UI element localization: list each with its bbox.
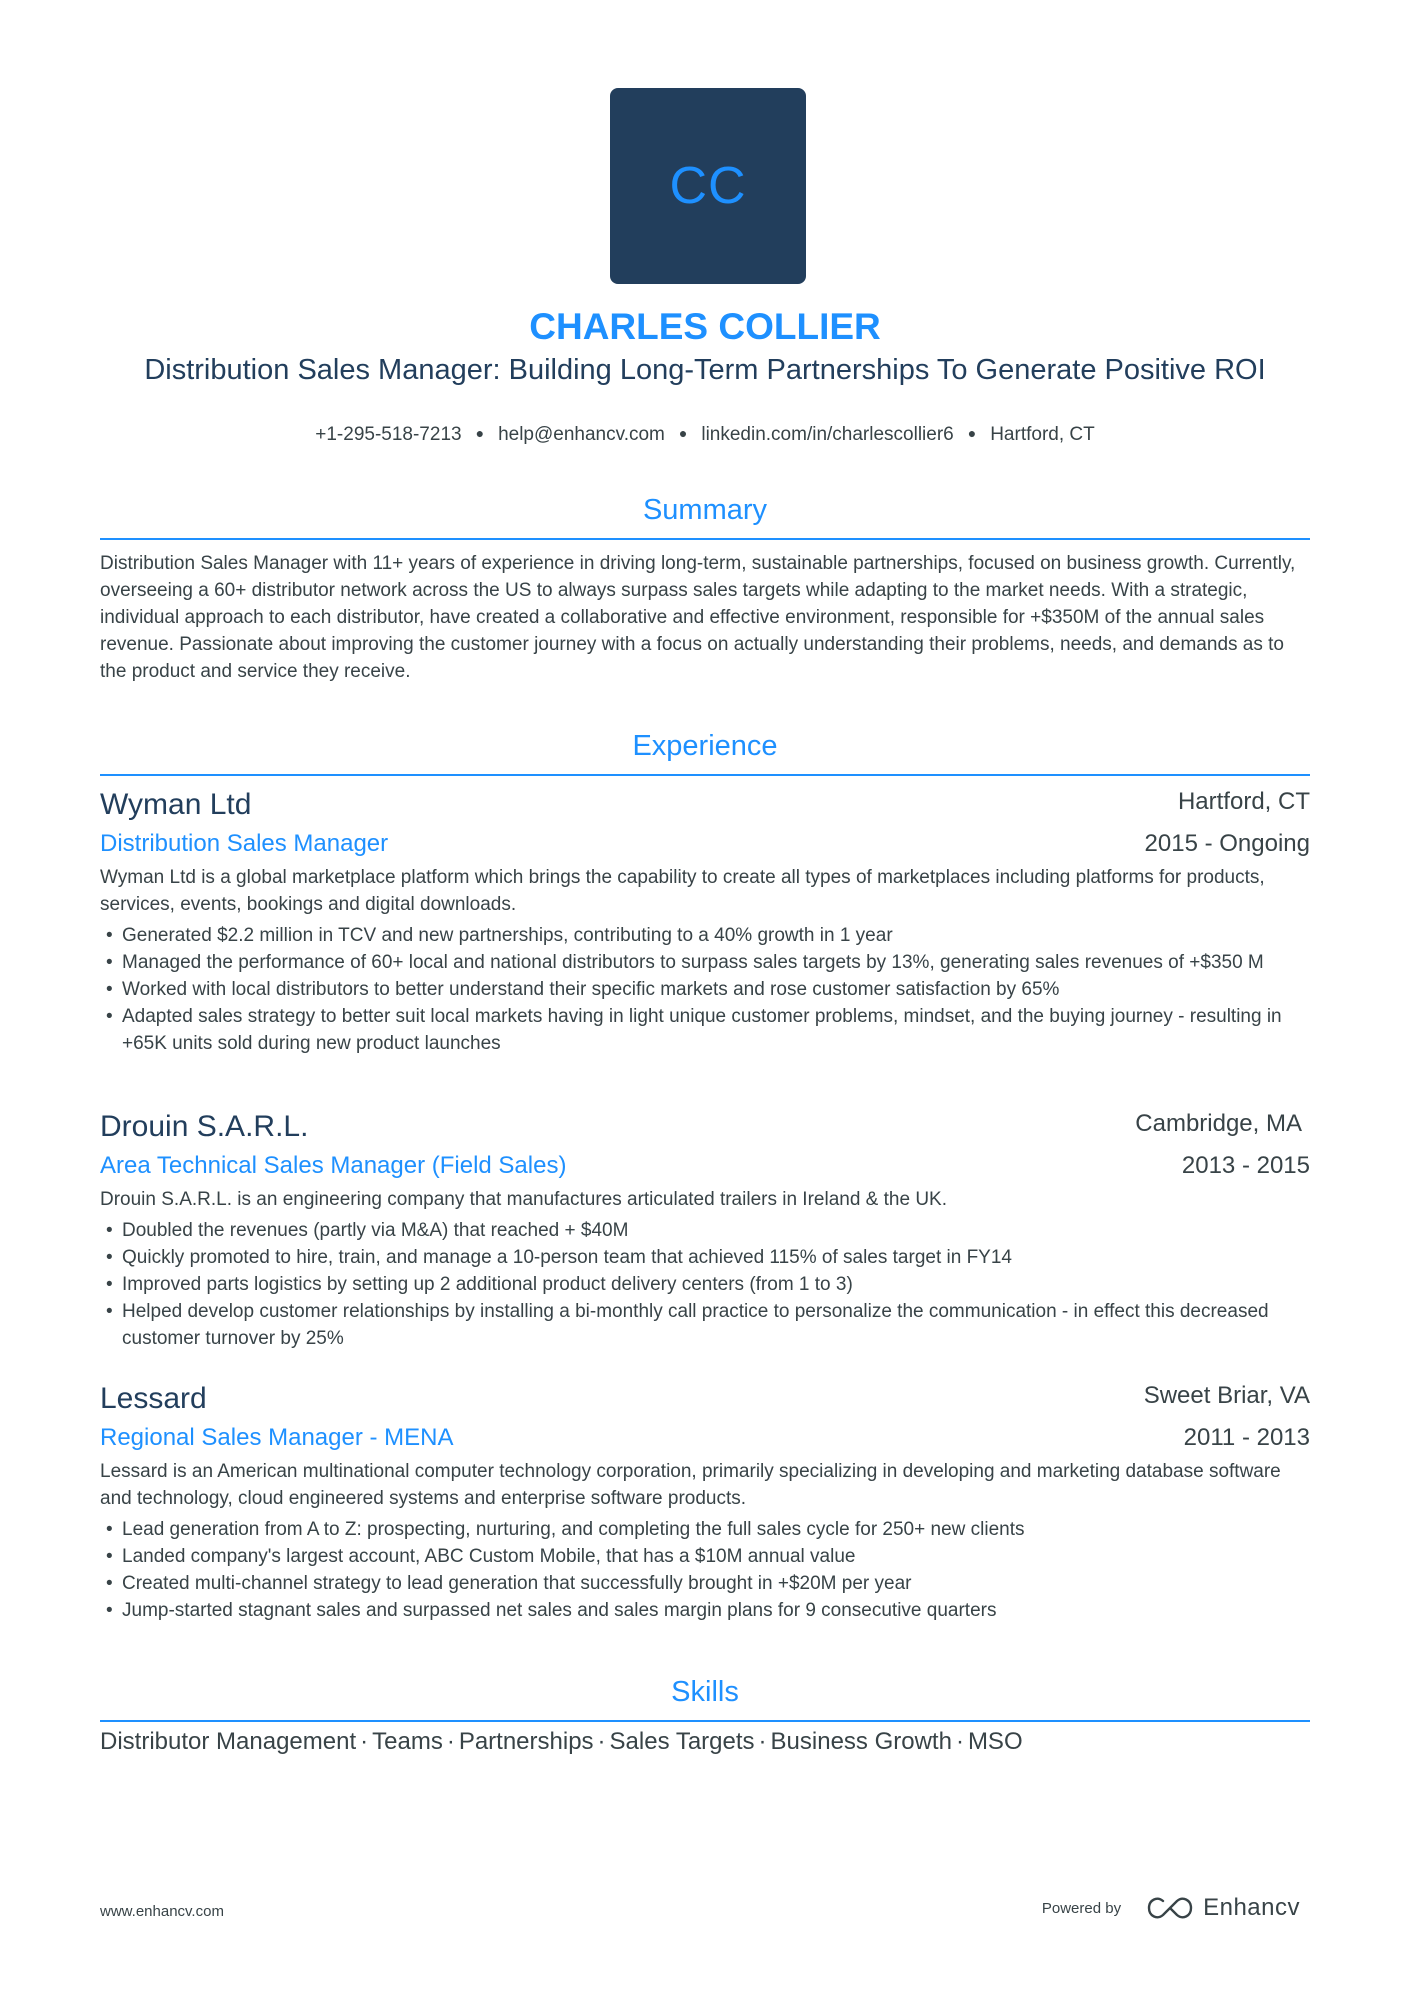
avatar [610, 88, 806, 284]
summary-text: Distribution Sales Manager with 11+ years of experience in driving long-term, sustainable partnerships, focused on business growth. Currently, overseeing a 60+ distributor network across the US to always surpass sales targets while adapting to the market needs. With a strategic, individual approach to each distributor, have created a collaborative and effective environment, responsible for +$350M of the annual sales revenue. Passionate about improving the customer journey with a focus on actually understanding their problems, needs, and demands as to the product and service they receive. [100, 553, 1296, 682]
experience-divider [100, 774, 1310, 776]
achievement-list [100, 1217, 1310, 1352]
list-item: • Generated $2.2 million in TCV and new partnerships, contributing to a 40% growth in 1 year [100, 922, 1310, 949]
skill-item: Partnerships [458, 1728, 594, 1755]
list-item: • Adapted sales strategy to better suit local markets having in light unique customer problems, mindset, and the buying journey - resulting in +65K units sold during new product launches [100, 1003, 1310, 1057]
bullet-icon: • [106, 1247, 113, 1268]
company-description: Drouin S.A.R.L. is an engineering company that manufactures articulated trailers in Ireland & the UK. [100, 1189, 947, 1210]
list-item: • Improved parts logistics by setting up 2 additional product delivery centers (from 1 to 3) [100, 1271, 1310, 1298]
avatar-initials: CC [669, 157, 747, 215]
email-link[interactable]: help@enhancv.com [498, 424, 665, 445]
list-item: • Doubled the revenues (partly via M&A) that reached + $40M [100, 1217, 1310, 1244]
list-item: • Worked with local distributors to better understand their specific markets and rose customer satisfaction by 65% [100, 976, 1310, 1003]
skills-divider [100, 1720, 1310, 1722]
bullet-icon: • [106, 1573, 113, 1594]
company-description: Lessard is an American multinational computer technology corporation, primarily specializing in developing and marketing database software and technology, cloud engineered systems and enterprise software products. [100, 1461, 1281, 1509]
headline: Distribution Sales Manager: Building Long-Term Partnerships To Generate Positive ROI [144, 354, 1266, 386]
job-dates: 2013 - 2015 [1181, 1152, 1310, 1179]
list-item: • Lead generation from A to Z: prospecting, nurturing, and completing the full sales cycle for 250+ new clients [100, 1516, 1310, 1543]
achievement-list [100, 1516, 1310, 1624]
contact-bar [0, 424, 1410, 446]
list-item: • Created multi-channel strategy to lead generation that successfully brought in +$20M per year [100, 1570, 1310, 1597]
experience-heading: Experience [632, 730, 778, 762]
job-location: Sweet Briar, VA [1143, 1382, 1310, 1409]
job-entry [100, 1110, 1310, 1352]
enhancv-logo-icon [1147, 1897, 1193, 1919]
job-title: Regional Sales Manager - MENA [100, 1424, 454, 1451]
company-name: Drouin S.A.R.L. [100, 1110, 309, 1143]
skill-item: MSO [967, 1728, 1023, 1755]
list-item: • Helped develop customer relationships by installing a bi-monthly call practice to personalize the communication - in effect this decreased customer turnover by 25% [100, 1298, 1310, 1352]
bullet-icon: • [106, 952, 113, 973]
bullet-icon: • [106, 925, 113, 946]
list-item: • Managed the performance of 60+ local and national distributors to surpass sales targets by 13%, generating sales revenues of +$350 M [100, 949, 1310, 976]
separator: · [446, 1728, 455, 1755]
job-entry [100, 788, 1310, 1057]
separator: · [955, 1728, 964, 1755]
phone: +1-295-518-7213 [315, 424, 462, 445]
company-name: Lessard [100, 1382, 207, 1415]
footer-website-link[interactable]: www.enhancv.com [100, 1903, 224, 1920]
job-dates: 2015 - Ongoing [1144, 830, 1310, 857]
separator: · [758, 1728, 767, 1755]
bullet-icon: • [106, 1006, 113, 1027]
bullet-icon: • [106, 1519, 113, 1540]
job-entry [100, 1382, 1310, 1624]
bullet-icon: • [106, 1301, 113, 1322]
job-title: Distribution Sales Manager [100, 830, 389, 857]
skills-list [100, 1728, 1310, 1756]
summary-heading: Summary [642, 494, 768, 526]
bullet-icon: • [106, 1546, 113, 1567]
bullet-icon: • [106, 1220, 113, 1241]
separator: · [360, 1728, 369, 1755]
footer-branding [1042, 1894, 1300, 1922]
job-location: Hartford, CT [1177, 788, 1310, 815]
bullet-separator: ● [475, 425, 485, 441]
company-name: Wyman Ltd [100, 788, 252, 821]
list-item: • Jump-started stagnant sales and surpassed net sales and sales margin plans for 9 consecutive quarters [100, 1597, 1310, 1624]
skill-item: Business Growth [770, 1728, 952, 1755]
job-location: Cambridge, MA [1135, 1110, 1302, 1137]
skill-item: Sales Targets [609, 1728, 755, 1755]
powered-by-label: Powered by [1041, 1899, 1122, 1917]
bullet-separator: ● [678, 425, 688, 441]
separator: · [597, 1728, 606, 1755]
company-description: Wyman Ltd is a global marketplace platform which brings the capability to create all types of marketplaces including platforms for products, services, events, bookings and digital downloads. [100, 867, 1265, 915]
skills-heading: Skills [671, 1676, 739, 1708]
job-title: Area Technical Sales Manager (Field Sales) [100, 1152, 567, 1179]
skill-item: Distributor Management [100, 1728, 357, 1755]
skill-item: Teams [372, 1728, 443, 1755]
bullet-icon: • [106, 1274, 113, 1295]
bullet-icon: • [106, 1600, 113, 1621]
linkedin-link[interactable]: linkedin.com/in/charlescollier6 [701, 424, 954, 445]
bullet-icon: • [106, 979, 113, 1000]
candidate-name: CHARLES COLLIER [529, 306, 881, 347]
brand-name: Enhancv [1203, 1894, 1300, 1921]
list-item: • Landed company's largest account, ABC Custom Mobile, that has a $10M annual value [100, 1543, 1310, 1570]
list-item: • Quickly promoted to hire, train, and manage a 10-person team that achieved 115% of sales target in FY14 [100, 1244, 1310, 1271]
job-dates: 2011 - 2013 [1183, 1424, 1310, 1451]
bullet-separator: ● [967, 425, 977, 441]
summary-divider [100, 538, 1310, 540]
achievement-list [100, 922, 1310, 1057]
location: Hartford, CT [990, 424, 1095, 445]
